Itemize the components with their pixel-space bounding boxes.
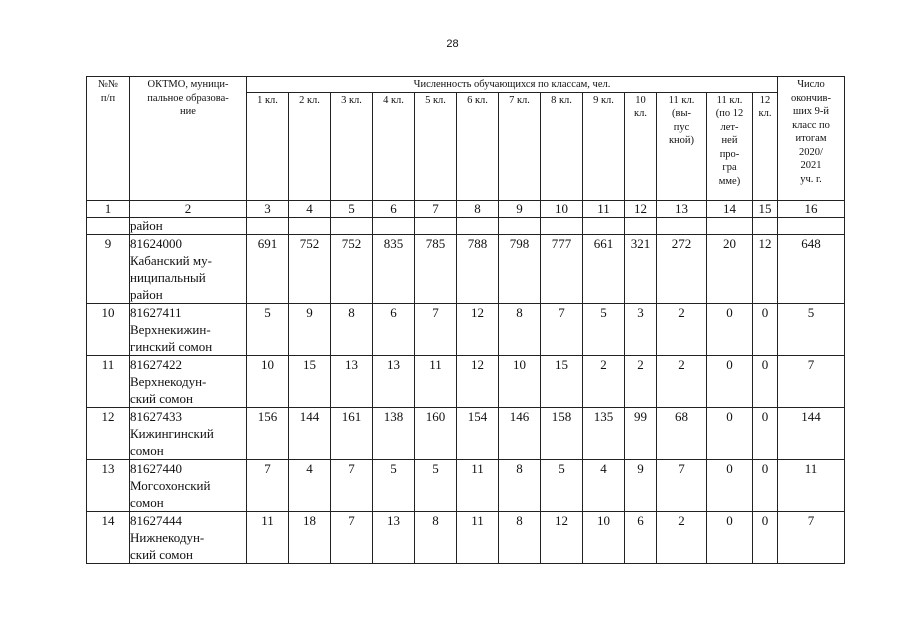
class-value: 0 bbox=[707, 459, 753, 511]
class-value: 785 bbox=[415, 234, 457, 303]
class-value: 0 bbox=[707, 303, 753, 355]
class-value: 15 bbox=[541, 355, 583, 407]
header-class-2: 2 кл. bbox=[289, 92, 331, 200]
class-value: 691 bbox=[247, 234, 289, 303]
class-value: 6 bbox=[625, 511, 657, 563]
class-value: 158 bbox=[541, 407, 583, 459]
class-value: 0 bbox=[707, 355, 753, 407]
row-number: 9 bbox=[87, 234, 130, 303]
class-value: 9 bbox=[289, 303, 331, 355]
class-value: 12 bbox=[457, 355, 499, 407]
table-row bbox=[87, 234, 845, 303]
graduates-value: 7 bbox=[778, 511, 845, 563]
class-value: 144 bbox=[289, 407, 331, 459]
header-number: №№ п/п bbox=[87, 77, 130, 201]
municipality-name: 81627440 Могсохонский сомон bbox=[130, 459, 247, 511]
class-value: 11 bbox=[415, 355, 457, 407]
graduates-value: 5 bbox=[778, 303, 845, 355]
class-value: 5 bbox=[583, 303, 625, 355]
class-value: 146 bbox=[499, 407, 541, 459]
class-value: 15 bbox=[289, 355, 331, 407]
class-value: 8 bbox=[499, 303, 541, 355]
municipality-name: 81627411 Верхнекижин- гинский сомон bbox=[130, 303, 247, 355]
municipality-name: 81627433 Кижингинский сомон bbox=[130, 407, 247, 459]
column-number: 9 bbox=[499, 200, 541, 217]
column-number: 13 bbox=[657, 200, 707, 217]
municipality-name: 81624000 Кабанский му- ниципальный район bbox=[130, 234, 247, 303]
class-value: 11 bbox=[457, 511, 499, 563]
header-class-10: 10 кл. bbox=[625, 92, 657, 200]
class-value: 13 bbox=[373, 355, 415, 407]
class-value: 7 bbox=[247, 459, 289, 511]
header-class-6: 6 кл. bbox=[457, 92, 499, 200]
class-value: 13 bbox=[373, 511, 415, 563]
class-value: 99 bbox=[625, 407, 657, 459]
table-row bbox=[87, 355, 845, 407]
class-value: 798 bbox=[499, 234, 541, 303]
row-number: 10 bbox=[87, 303, 130, 355]
class-value: 5 bbox=[247, 303, 289, 355]
column-number: 5 bbox=[331, 200, 373, 217]
column-number: 3 bbox=[247, 200, 289, 217]
class-value: 8 bbox=[499, 511, 541, 563]
class-value: 8 bbox=[415, 511, 457, 563]
column-number: 8 bbox=[457, 200, 499, 217]
table-row bbox=[87, 407, 845, 459]
class-value: 20 bbox=[707, 234, 753, 303]
header-class-11-12year: 11 кл. (по 12 лет- ней про- гра мме) bbox=[707, 92, 753, 200]
column-number: 6 bbox=[373, 200, 415, 217]
class-value: 13 bbox=[331, 355, 373, 407]
column-number: 16 bbox=[778, 200, 845, 217]
class-value: 0 bbox=[753, 511, 778, 563]
column-number: 7 bbox=[415, 200, 457, 217]
class-value: 2 bbox=[657, 511, 707, 563]
graduates-value: 648 bbox=[778, 234, 845, 303]
class-value: 8 bbox=[331, 303, 373, 355]
students-table bbox=[86, 76, 845, 564]
class-value: 0 bbox=[753, 355, 778, 407]
column-number: 10 bbox=[541, 200, 583, 217]
class-value: 8 bbox=[499, 459, 541, 511]
class-value: 4 bbox=[583, 459, 625, 511]
class-value: 5 bbox=[373, 459, 415, 511]
header-class-1: 1 кл. bbox=[247, 92, 289, 200]
column-number: 12 bbox=[625, 200, 657, 217]
class-value: 11 bbox=[457, 459, 499, 511]
continuation-text: район bbox=[130, 217, 247, 234]
class-value: 10 bbox=[583, 511, 625, 563]
class-value: 7 bbox=[657, 459, 707, 511]
header-class-12: 12 кл. bbox=[753, 92, 778, 200]
column-number: 15 bbox=[753, 200, 778, 217]
class-value: 2 bbox=[583, 355, 625, 407]
municipality-name: 81627422 Верхнекодун- ский сомон bbox=[130, 355, 247, 407]
class-value: 7 bbox=[541, 303, 583, 355]
class-value: 68 bbox=[657, 407, 707, 459]
graduates-value: 11 bbox=[778, 459, 845, 511]
class-value: 0 bbox=[753, 407, 778, 459]
class-value: 2 bbox=[625, 355, 657, 407]
class-value: 7 bbox=[331, 459, 373, 511]
header-oktmo: ОКТМО, муници- пальное образова- ние bbox=[130, 77, 247, 201]
class-value: 788 bbox=[457, 234, 499, 303]
class-value: 12 bbox=[753, 234, 778, 303]
table-row bbox=[87, 459, 845, 511]
continuation-row bbox=[87, 217, 845, 234]
class-value: 10 bbox=[247, 355, 289, 407]
class-value: 10 bbox=[499, 355, 541, 407]
class-value: 7 bbox=[415, 303, 457, 355]
class-value: 2 bbox=[657, 303, 707, 355]
class-value: 156 bbox=[247, 407, 289, 459]
header-class-9: 9 кл. bbox=[583, 92, 625, 200]
column-number: 11 bbox=[583, 200, 625, 217]
header-class-7: 7 кл. bbox=[499, 92, 541, 200]
column-number: 1 bbox=[87, 200, 130, 217]
table-row bbox=[87, 511, 845, 563]
column-number: 14 bbox=[707, 200, 753, 217]
header-row bbox=[87, 77, 845, 93]
row-number: 12 bbox=[87, 407, 130, 459]
municipality-name: 81627444 Нижнекодун- ский сомон bbox=[130, 511, 247, 563]
header-class-4: 4 кл. bbox=[373, 92, 415, 200]
class-value: 161 bbox=[331, 407, 373, 459]
class-value: 272 bbox=[657, 234, 707, 303]
graduates-value: 144 bbox=[778, 407, 845, 459]
class-value: 5 bbox=[541, 459, 583, 511]
class-value: 5 bbox=[415, 459, 457, 511]
header-class-5: 5 кл. bbox=[415, 92, 457, 200]
class-value: 138 bbox=[373, 407, 415, 459]
column-number: 2 bbox=[130, 200, 247, 217]
class-value: 160 bbox=[415, 407, 457, 459]
class-value: 0 bbox=[707, 511, 753, 563]
header-group-title: Численность обучающихся по классам, чел. bbox=[247, 77, 778, 93]
class-value: 3 bbox=[625, 303, 657, 355]
row-number: 13 bbox=[87, 459, 130, 511]
class-value: 0 bbox=[753, 303, 778, 355]
class-value: 0 bbox=[707, 407, 753, 459]
header-class-8: 8 кл. bbox=[541, 92, 583, 200]
class-value: 321 bbox=[625, 234, 657, 303]
class-value: 18 bbox=[289, 511, 331, 563]
class-value: 12 bbox=[541, 511, 583, 563]
class-value: 2 bbox=[657, 355, 707, 407]
class-value: 661 bbox=[583, 234, 625, 303]
class-value: 835 bbox=[373, 234, 415, 303]
class-value: 752 bbox=[289, 234, 331, 303]
class-value: 9 bbox=[625, 459, 657, 511]
graduates-value: 7 bbox=[778, 355, 845, 407]
class-value: 11 bbox=[247, 511, 289, 563]
header-class-3: 3 кл. bbox=[331, 92, 373, 200]
class-value: 7 bbox=[331, 511, 373, 563]
header-class-11-graduating: 11 кл. (вы- пус кной) bbox=[657, 92, 707, 200]
table-row bbox=[87, 303, 845, 355]
header-graduates: Число окончив- ших 9-й класс по итогам 2020/ 2021 уч. г. bbox=[778, 77, 845, 201]
class-value: 0 bbox=[753, 459, 778, 511]
row-number: 14 bbox=[87, 511, 130, 563]
row-number: 11 bbox=[87, 355, 130, 407]
page-number: 28 bbox=[446, 38, 459, 50]
class-value: 752 bbox=[331, 234, 373, 303]
column-numbering-row bbox=[87, 200, 845, 217]
class-value: 6 bbox=[373, 303, 415, 355]
class-value: 135 bbox=[583, 407, 625, 459]
class-value: 154 bbox=[457, 407, 499, 459]
column-number: 4 bbox=[289, 200, 331, 217]
class-value: 4 bbox=[289, 459, 331, 511]
class-value: 777 bbox=[541, 234, 583, 303]
class-value: 12 bbox=[457, 303, 499, 355]
